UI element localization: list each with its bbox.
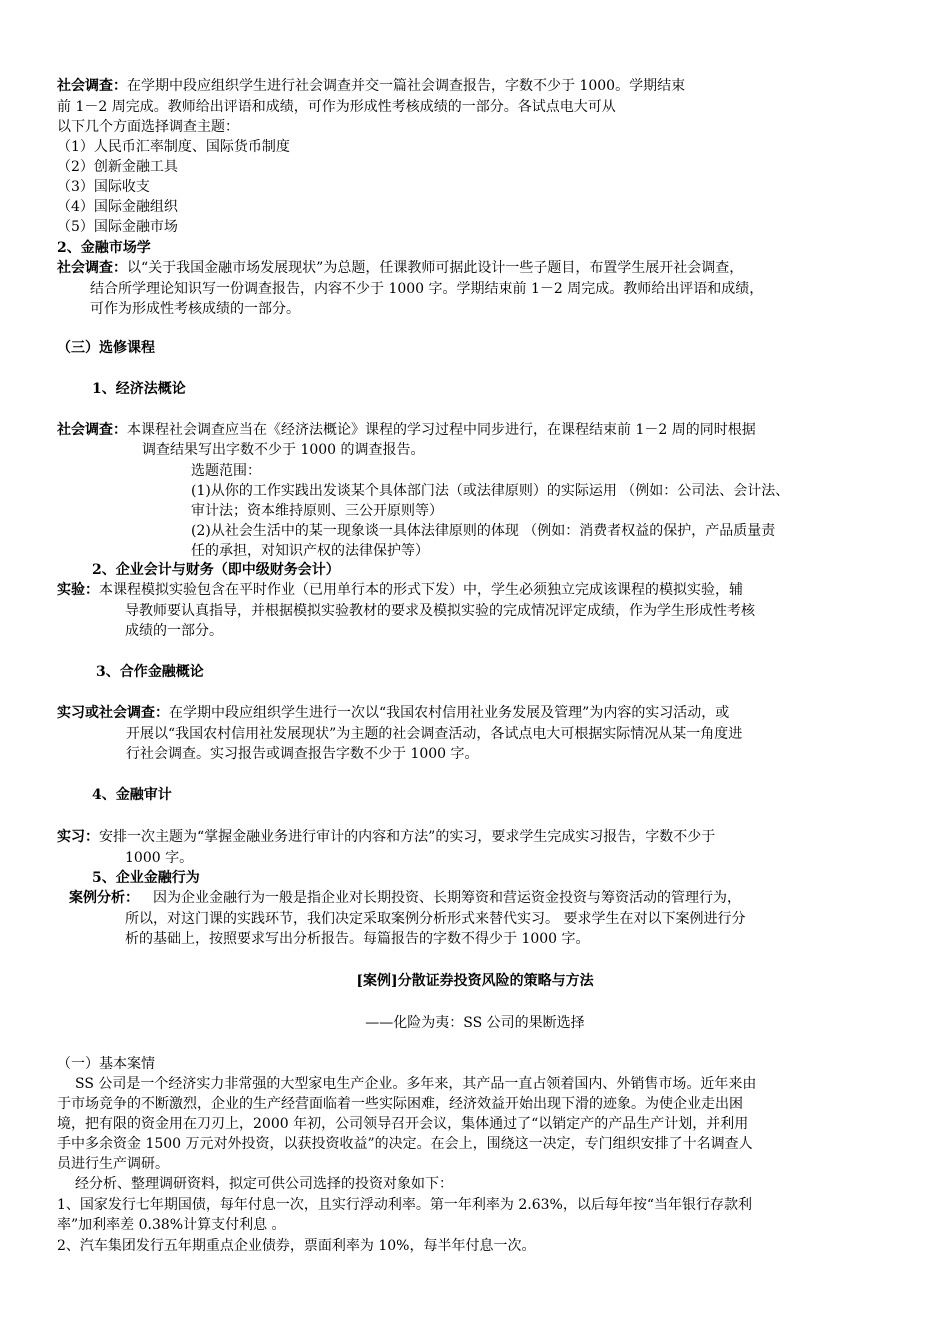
section-heading: 2、金融市场学 xyxy=(57,240,151,256)
audit-line-1: 实习：安排一次主题为“掌握金融业务进行审计的内容和方法”的实习，要求学生完成实习报告，字数不少于 xyxy=(57,829,716,845)
el-scope-2a: (2)从社会生活中的某一现象谈一具体法律原则的体现 （例如：消费者权益的保护，产品质量责 xyxy=(191,523,776,539)
el-line-2: 调查结果写出字数不少于 1000 的调查报告。 xyxy=(142,442,425,458)
el-scope-label: 选题范围： xyxy=(191,463,261,479)
el-line-1: 社会调查：本课程社会调查应当在《经济法概论》课程的学习过程中同步进行，在课程结束前 1－2 周的同时根据 xyxy=(57,422,756,438)
case-para-line: SS 公司是一个经济实力非常强的大型家电生产企业。多年来，其产品一直占领着国内、外销售市场。近年来由 xyxy=(75,1076,757,1092)
beh-line-3: 析的基础上，按照要求写出分析报告。每篇报告的字数不得少于 1000 字。 xyxy=(125,931,590,947)
beh-line-2: 所以，对这门课的实践环节，我们决定采取案例分析形式来替代实习。 要求学生在对以下案例进行分 xyxy=(125,911,746,927)
section-heading: 1、经济法概论 xyxy=(92,381,186,397)
section-heading: 2、企业会计与财务（即中级财务会计） xyxy=(92,562,340,578)
fm-line-1: 社会调查：以“关于我国金融市场发展现状”为总题，任课教师可据此设计一些子题目，布置学生展开社会调查， xyxy=(57,260,744,276)
topic-item: （1）人民币汇率制度、国际货币制度 xyxy=(57,139,290,155)
electives-heading: （三）选修课程 xyxy=(57,340,155,356)
audit-line-2: 1000 字。 xyxy=(125,850,194,866)
section-heading: 5、企业金融行为 xyxy=(92,870,200,886)
case-para-line: 于市场竞争的不断激烈，企业的生产经营面临着一些实际困难，经济效益开始出现下滑的迹象。为使企业走出困 xyxy=(57,1096,743,1112)
topic-item: （3）国际收支 xyxy=(57,179,150,195)
intro-line-2: 前 1－2 周完成。教师给出评语和成绩，可作为形成性考核成绩的一部分。各试点电大可从 xyxy=(57,99,616,115)
coop-line-3: 行社会调查。实习报告或调查报告字数不少于 1000 字。 xyxy=(126,746,479,762)
case-title: [案例]分散证券投资风险的策略与方法 xyxy=(356,973,594,989)
acc-line-2: 导教师要认真指导，并根据模拟实验教材的要求及模拟实验的完成情况评定成绩，作为学生形成性考核 xyxy=(125,603,755,619)
acc-line-3: 成绩的一部分。 xyxy=(125,623,223,639)
el-scope-2b: 任的承担，对知识产权的法律保护等） xyxy=(191,543,429,559)
case-subtitle: ——化险为夷：SS 公司的果断选择 xyxy=(365,1015,585,1031)
case-para-2: 经分析、整理调研资料，拟定可供公司选择的投资对象如下： xyxy=(75,1176,453,1192)
fm-line-3: 可作为形成性考核成绩的一部分。 xyxy=(90,301,300,317)
beh-label: 案例分析： xyxy=(69,890,139,906)
el-scope-1b: 审计法；资本维持原则、三公开原则等） xyxy=(191,503,443,519)
topic-item: （2）创新金融工具 xyxy=(57,159,178,175)
intro-label: 社会调查： xyxy=(57,78,127,94)
case-para-line: 员进行生产调研。 xyxy=(57,1156,169,1172)
case-section: （一）基本案情 xyxy=(57,1056,155,1072)
topic-item: （4）国际金融组织 xyxy=(57,199,178,215)
case-para-line: 手中多余资金 1500 万元对外投资，以获投资收益”的决定。在会上，围绕这一决定，专门组织安排了十名调查人 xyxy=(57,1136,753,1152)
intro-line-1: 社会调查：在学期中段应组织学生进行社会调查并交一篇社会调查报告，字数不少于 1000。学期结束 xyxy=(57,78,686,94)
section-heading: 4、金融审计 xyxy=(92,787,172,803)
case-item-2: 2、汽车集团发行五年期重点企业债券，票面利率为 10%，每半年付息一次。 xyxy=(57,1238,536,1254)
intro-line-3: 以下几个方面选择调查主题： xyxy=(57,119,239,135)
coop-line-1: 实习或社会调查：在学期中段应组织学生进行一次以“我国农村信用社业务发展及管理”为内容的实习活动，或 xyxy=(57,705,730,721)
acc-line-1: 实验：本课程模拟实验包含在平时作业（已用单行本的形式下发）中，学生必须独立完成该课程的模拟实验，辅 xyxy=(57,582,743,598)
coop-line-2: 开展以“我国农村信用社发展现状”为主题的社会调查活动，各试点电大可根据实际情况从某一角度进 xyxy=(126,726,743,742)
case-item-1a: 1、国家发行七年期国债，每年付息一次，且实行浮动利率。第一年利率为 2.63%，以后每年按“当年银行存款利 xyxy=(57,1197,752,1213)
topic-item: （5）国际金融市场 xyxy=(57,219,178,235)
audit-label: 实习： xyxy=(57,829,99,845)
case-item-1b: 率”加利率差 0.38%计算支付利息 。 xyxy=(57,1217,286,1233)
case-para-line: 境，把有限的资金用在刀刃上，2000 年初，公司领导召开会议，集体通过了“以销定产的产品生产计划，并利用 xyxy=(57,1116,749,1132)
section-heading: 3、合作金融概论 xyxy=(96,664,204,680)
el-label: 社会调查： xyxy=(57,422,127,438)
fm-label: 社会调查： xyxy=(57,260,127,276)
coop-label: 实习或社会调查： xyxy=(57,705,169,721)
el-scope-1a: (1)从你的工作实践出发谈某个具体部门法（或法律原则）的实际运用 （例如：公司法、会计法、 xyxy=(191,483,790,499)
acc-label: 实验： xyxy=(57,582,99,598)
fm-line-2: 结合所学理论知识写一份调查报告，内容不少于 1000 字。学期结束前 1－2 周完成。教师给出评语和成绩， xyxy=(90,281,764,297)
beh-line-1: 案例分析： 因为企业金融行为一般是指企业对长期投资、长期筹资和营运资金投资与筹资活动的管理行为， xyxy=(69,890,741,906)
